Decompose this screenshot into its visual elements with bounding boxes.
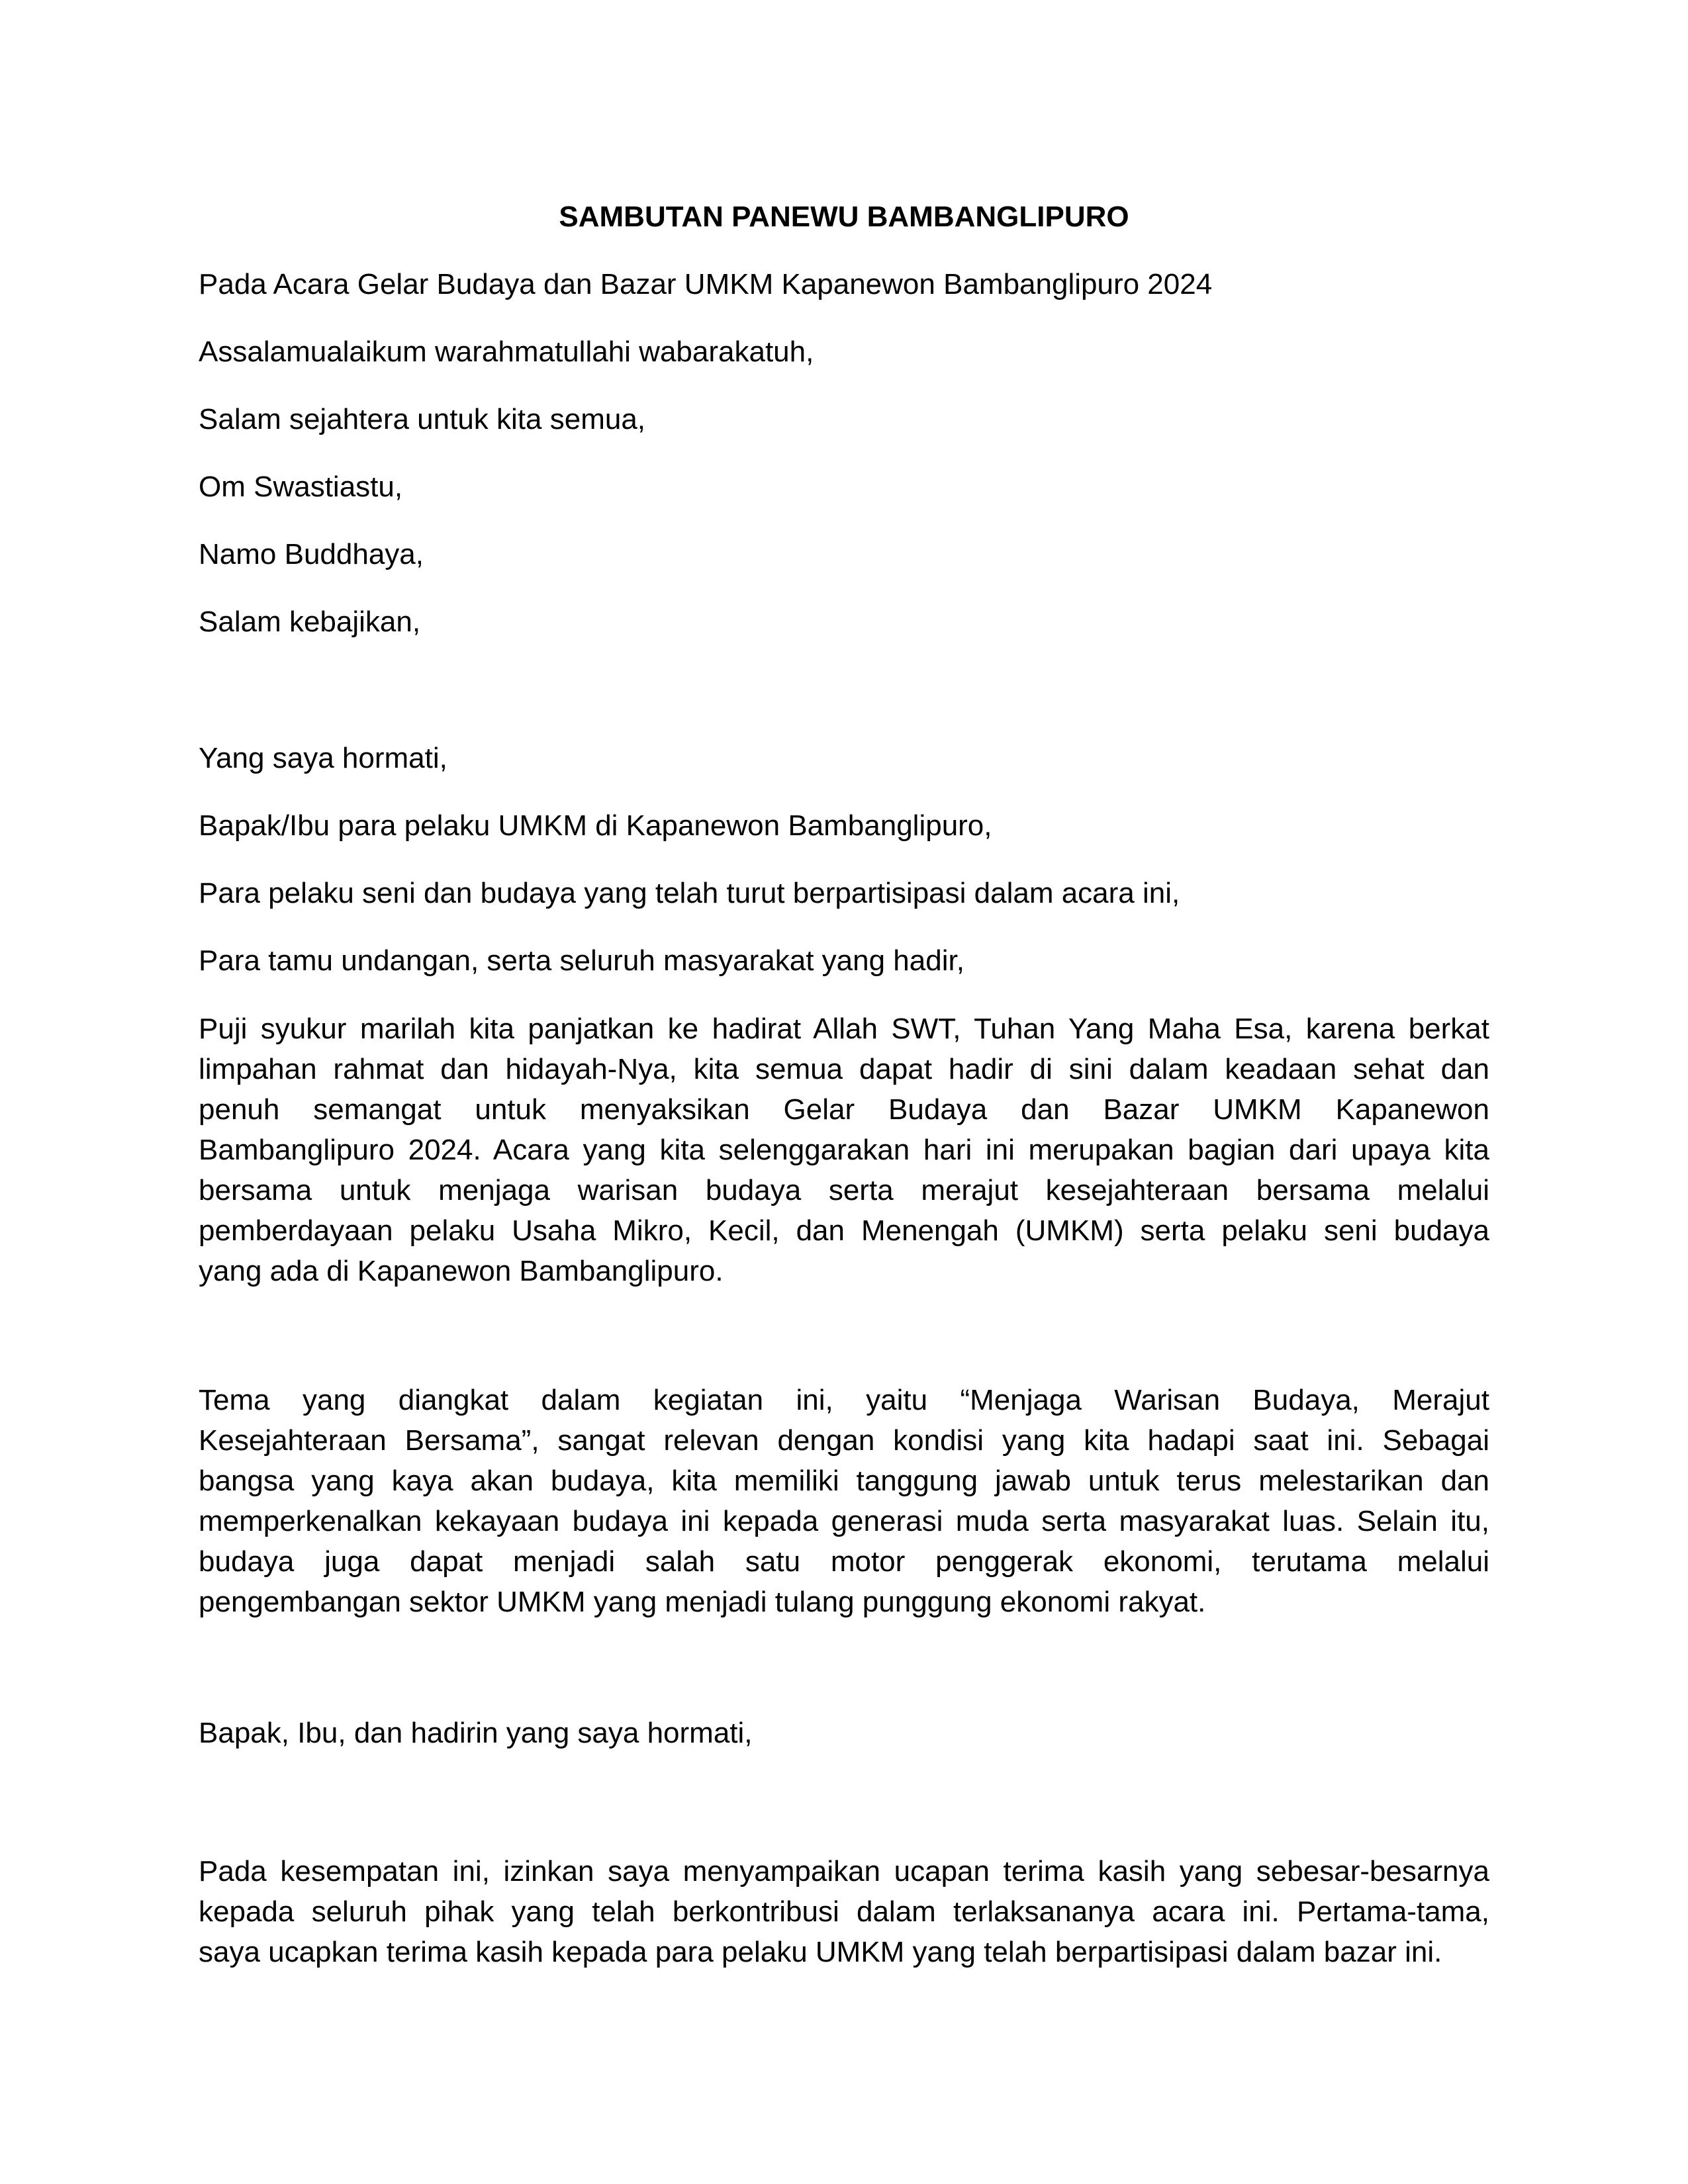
greeting-line: Assalamualaikum warahmatullahi wabarakatuh, — [199, 336, 814, 368]
paragraph-line: memperkenalkan kekayaan budaya ini kepada generasi muda serta masyarakat luas. Selain itu, — [199, 1505, 1489, 1537]
salutation-line: Bapak/Ibu para pelaku UMKM di Kapanewon Bambanglipuro, — [199, 809, 992, 842]
paragraph-line: yang ada di Kapanewon Bambanglipuro. — [199, 1255, 724, 1287]
paragraph-line: pemberdayaan pelaku Usaha Mikro, Kecil, dan Menengah (UMKM) serta pelaku seni budaya — [199, 1214, 1489, 1247]
address-line: Bapak, Ibu, dan hadirin yang saya hormati, — [199, 1717, 753, 1749]
paragraph-line: kepada seluruh pihak yang telah berkontribusi dalam terlaksananya acara ini. Pertama-tama, — [199, 1895, 1489, 1928]
salutation-line: Para pelaku seni dan budaya yang telah turut berpartisipasi dalam acara ini, — [199, 877, 1180, 909]
paragraph-line: limpahan rahmat dan hidayah-Nya, kita semua dapat hadir di sini dalam keadaan sehat dan — [199, 1053, 1489, 1085]
paragraph-line: bangsa yang kaya akan budaya, kita memiliki tanggung jawab untuk terus melestarikan dan — [199, 1465, 1489, 1497]
salutation-line: Yang saya hormati, — [199, 742, 447, 774]
greeting-line: Om Swastiastu, — [199, 471, 403, 503]
event-subtitle: Pada Acara Gelar Budaya dan Bazar UMKM Kapanewon Bambanglipuro 2024 — [199, 268, 1213, 300]
greeting-line: Salam kebajikan, — [199, 606, 421, 638]
paragraph-line: Puji syukur marilah kita panjatkan ke hadirat Allah SWT, Tuhan Yang Maha Esa, karena berkat — [199, 1013, 1489, 1045]
paragraph-line: bersama untuk menjaga warisan budaya serta merajut kesejahteraan bersama melalui — [199, 1174, 1489, 1206]
document-title: SAMBUTAN PANEWU BAMBANGLIPURO — [559, 201, 1129, 233]
paragraph-line: Tema yang diangkat dalam kegiatan ini, yaitu “Menjaga Warisan Budaya, Merajut — [199, 1384, 1489, 1416]
paragraph-line: penuh semangat untuk menyaksikan Gelar Budaya dan Bazar UMKM Kapanewon — [199, 1093, 1489, 1126]
paragraph-line: Kesejahteraan Bersama”, sangat relevan dengan kondisi yang kita hadapi saat ini. Sebagai — [199, 1424, 1489, 1457]
paragraph-line: pengembangan sektor UMKM yang menjadi tulang punggung ekonomi rakyat. — [199, 1586, 1206, 1618]
paragraph-line: Pada kesempatan ini, izinkan saya menyampaikan ucapan terima kasih yang sebesar-besarnya — [199, 1855, 1489, 1888]
paragraph-opening — [199, 1009, 1489, 1291]
greeting-line: Namo Buddhaya, — [199, 538, 424, 570]
paragraph-theme — [199, 1380, 1489, 1622]
greeting-line: Salam sejahtera untuk kita semua, — [199, 403, 646, 435]
paragraph-thanks — [199, 1851, 1489, 1972]
paragraph-line: budaya juga dapat menjadi salah satu motor penggerak ekonomi, terutama melalui — [199, 1545, 1489, 1578]
paragraph-line: saya ucapkan terima kasih kepada para pelaku UMKM yang telah berpartisipasi dalam bazar ini. — [199, 1936, 1442, 1968]
paragraph-line: Bambanglipuro 2024. Acara yang kita selenggarakan hari ini merupakan bagian dari upaya kita — [199, 1134, 1489, 1166]
salutation-line: Para tamu undangan, serta seluruh masyarakat yang hadir, — [199, 944, 964, 977]
